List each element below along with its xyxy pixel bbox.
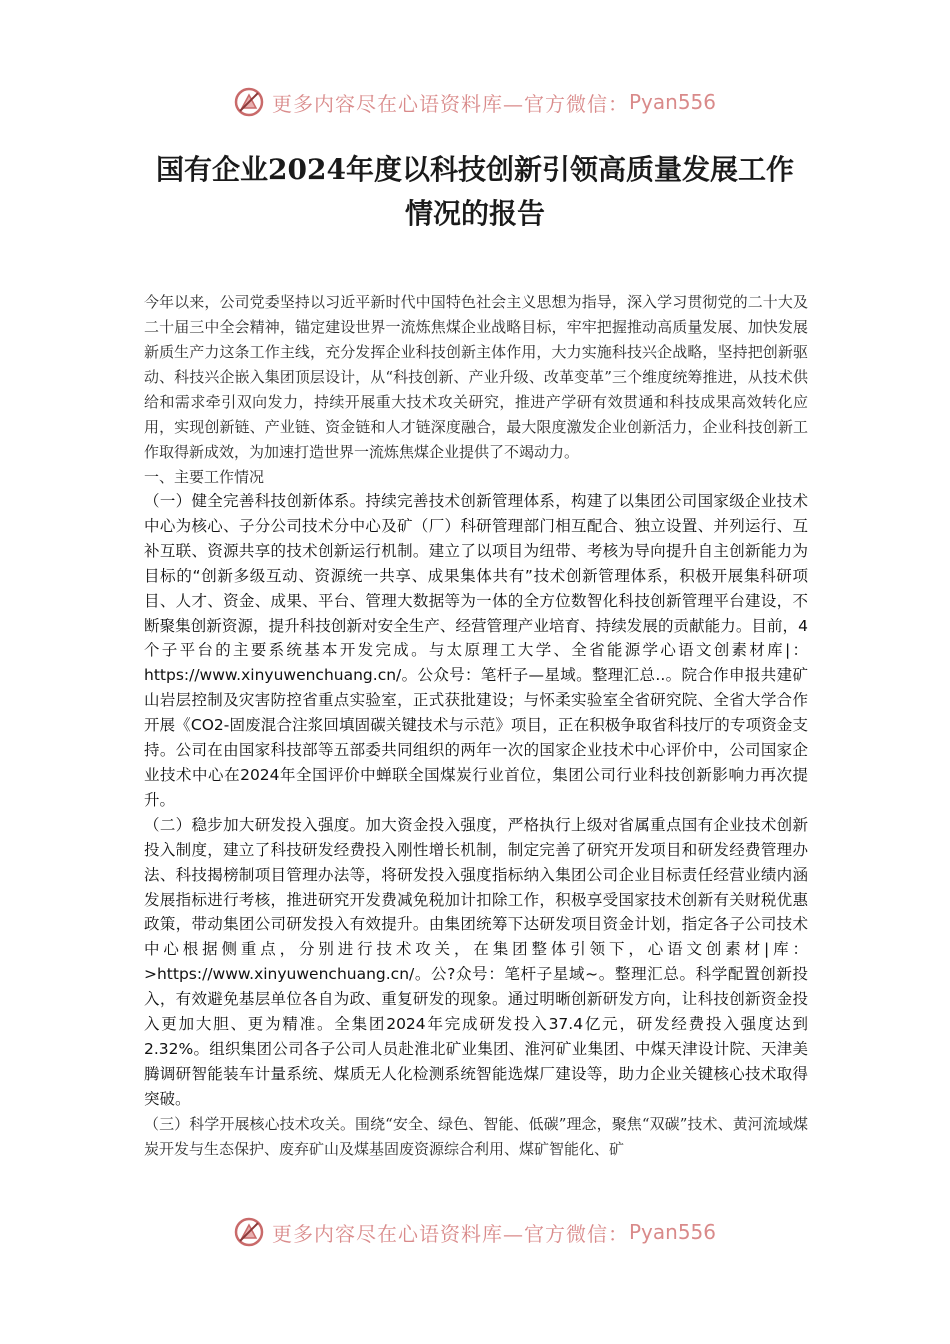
title-line-2: 情况的报告 xyxy=(404,197,545,230)
watermark-logo-icon xyxy=(234,1217,264,1247)
watermark-text: 更多内容尽在心语资料库—官方微信： xyxy=(271,91,629,116)
watermark-header xyxy=(0,80,950,124)
paragraph-3: （三）科学开展核心技术攻关。围绕“安全、绿色、智能、低碳”理念，聚焦“双碳”技术、黄河流域煤炭开发与生态保护、废弃矿山及煤基固废资源综合利用、煤矿智能化、矿 xyxy=(144,1114,808,1158)
watermark-text: 更多内容尽在心语资料库—官方微信： xyxy=(271,1221,629,1246)
document-title xyxy=(120,148,830,236)
title-line-1: 国有企业2024年度以科技创新引领高质量发展工作 xyxy=(156,153,794,186)
paragraph-2: （二）稳步加大研发投入强度。加大资金投入强度，严格执行上级对省属重点国有企业技术创新投入制度，建立了科技研发经费投入刚性增长机制，制定完善了研究开发项目和研发经费管理办法、科技揭榜制项目管理办法等，将研发投入强度指标纳入集团公司企业目标责任经营业绩内涵发展指标进行考核，推进研究开发费减免税加计扣除工作，积极享受国家技术创新有关财税优惠政策，带动集团公司研发投入有效提升。由集团统筹下达研发项目资金计划，指定各子公司技术中心根据侧重点，分别进行技术攻关，在集团整体引领下，心语文创素材|库：>https://www.xinyuwenchuang.cn/。公?众号：笔杆子星域~。整理汇总。科学配置创新投入，有效避免基层单位各自为政、重复研发的现象。通过明晰创新研发方向，让科技创新资金投入更加大胆、更为精准。全集团2024年完成研发投入37.4亿元，研发经费投入强度达到2.32%。组织集团公司各子公司人员赴淮北矿业集团、淮河矿业集团、中煤天津设计院、天津美腾调研智能装车计量系统、煤质无人化检测系统智能选煤厂建设等，助力企业关键核心技术取得突破。 xyxy=(144,815,808,1108)
section-heading: 一、主要工作情况 xyxy=(144,468,265,486)
intro-paragraph: 今年以来，公司党委坚持以习近平新时代中国特色社会主义思想为指导，深入学习贯彻党的二十大及二十届三中全会精神，锚定建设世界一流炼焦煤企业战略目标，牢牢把握推动高质量发展、加快发展新质生产力这条工作主线，充分发挥企业科技创新主体作用，大力实施科技兴企战略，坚持把创新驱动、科技兴企嵌入集团顶层设计，从“科技创新、产业升级、改革变革”三个维度统筹推进，从技术供给和需求牵引双向发力，持续开展重大技术攻关研究，推进产学研有效贯通和科技成果高效转化应用，实现创新链、产业链、资金链和人才链深度融合，最大限度激发企业创新活力，企业科技创新工作取得新成效，为加速打造世界一流炼焦煤企业提供了不竭动力。 xyxy=(144,293,808,461)
watermark-wechat-id: Pyan556 xyxy=(628,90,716,114)
paragraph-1: （一）健全完善科技创新体系。持续完善技术创新管理体系，构建了以集团公司国家级企业技术中心为核心、子分公司技术分中心及矿（厂）科研管理部门相互配合、独立设置、并列运行、互补互联、资源共享的技术创新运行机制。建立了以项目为纽带、考核为导向提升自主创新能力为目标的“创新多级互动、资源统一共享、成果集体共有”技术创新管理体系，积极开展集科研项目、人才、资金、成果、平台、管理大数据等为一体的全方位数智化科技创新管理平台建设，不断聚集创新资源，提升科技创新对安全生产、经营管理产业培育、持续发展的贡献能力。目前，4个子平台的主要系统基本开发完成。与太原理工大学、全省能源学心语文创素材库|：https://www.xinyuwenchuang.cn/。公众号：笔杆子—星域。整理汇总..。院合作申报共建矿山岩层控制及灾害防控省重点实验室，正式获批建设；与怀柔实验室全省研究院、全省大学合作开展《CO2-固废混合注浆回填固碳关键技术与示范》项目，正在积极争取省科技厅的专项资金支持。公司在由国家科技部等五部委共同组织的两年一次的国家企业技术中心评价中，公司国家企业技术中心在2024年全国评价中蝉联全国煤炭行业首位，集团公司行业科技创新影响力再次提升。 xyxy=(144,492,808,809)
watermark-footer xyxy=(0,1210,950,1254)
document-body xyxy=(144,290,808,1162)
watermark-logo-icon xyxy=(234,87,264,117)
watermark-wechat-id: Pyan556 xyxy=(628,1220,716,1244)
